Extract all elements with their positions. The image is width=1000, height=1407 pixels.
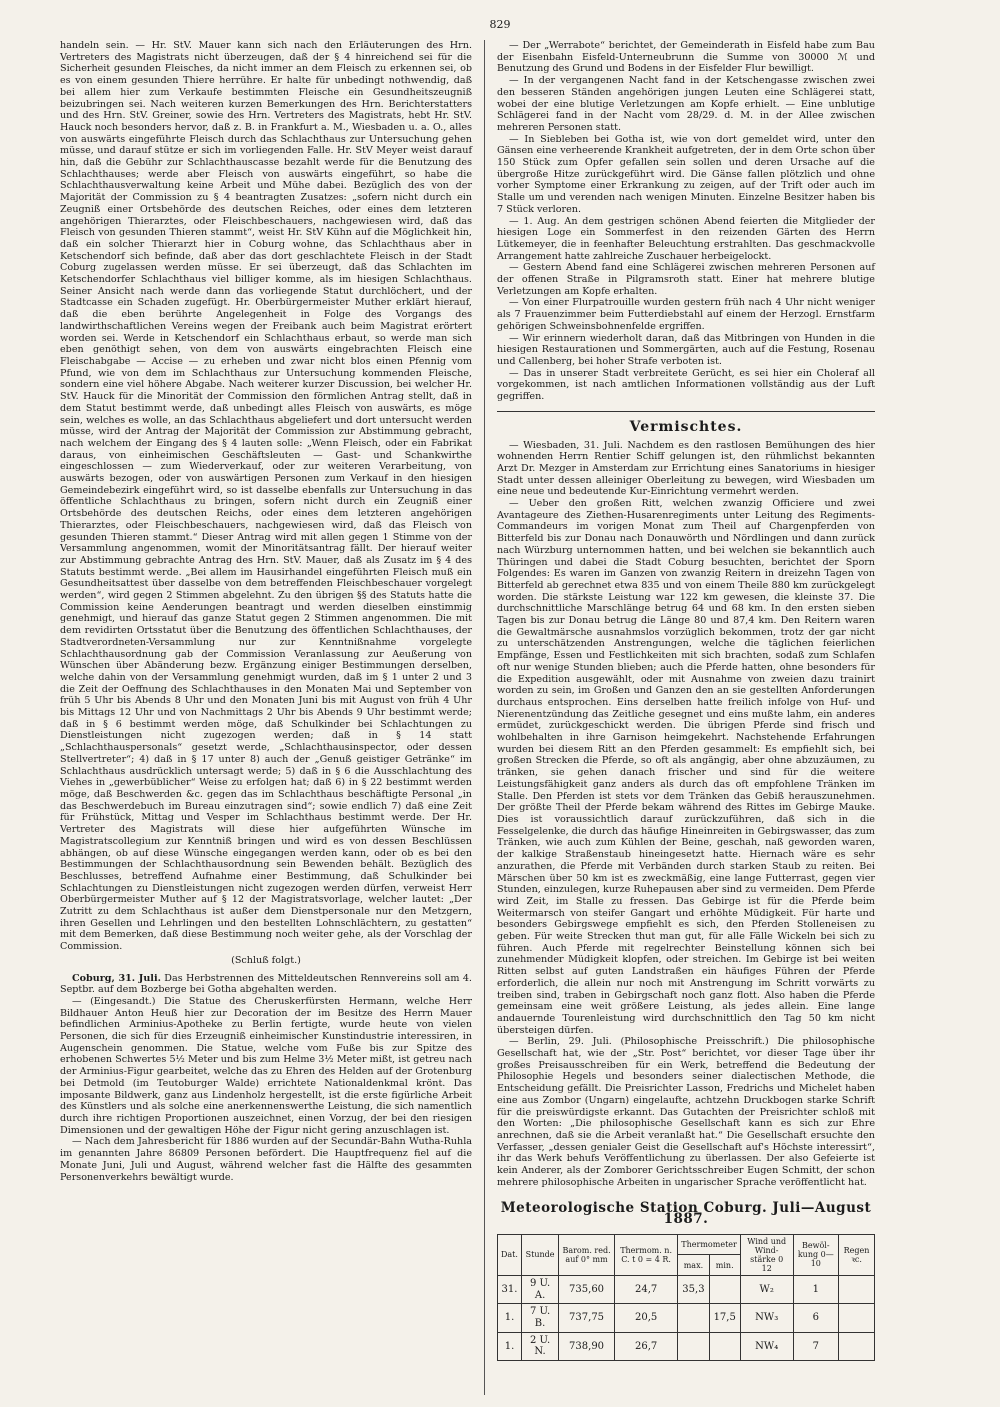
cell-dat: 1.: [498, 1332, 522, 1360]
header-max: max.: [678, 1255, 709, 1276]
cell-barom: 737,75: [559, 1304, 615, 1332]
cell-stunde: 2 U. N.: [521, 1332, 558, 1360]
page-number: 829: [489, 18, 511, 31]
cell-barom: 738,90: [559, 1332, 615, 1360]
cell-stunde: 9 U. A.: [521, 1275, 558, 1303]
cell-min: 17,5: [709, 1304, 740, 1332]
header-regen: Regen ꝛc.: [839, 1234, 875, 1275]
cell-therm: 20,5: [614, 1304, 677, 1332]
table-row: [498, 1275, 875, 1303]
news-item: — In Siebleben bei Gotha ist, wie von dort gemeldet wird, unter den Gänsen eine verheerende Krankheit aufgetreten, der in dem Orte schon über 150 Stück zum Opfer gefallen sein sollen und deren Ursache auf die übergroße Hitze zurückgeführt wird. Die Gänse fallen plötzlich und ohne vorher Symptome einer Erkrankung zu zeigen, auf der Trift oder auch im Stalle um und verenden nach wenigen Minuten. Einzelne Besitzer haben bis 7 Stück verloren.: [497, 133, 875, 215]
header-stunde: Stunde: [521, 1234, 558, 1275]
cell-regen: [839, 1275, 875, 1303]
news-item: — Gestern Abend fand eine Schlägerei zwischen mehreren Personen auf der offenen Straße in Pilgramsroth statt. Einer hat mehrere blutige Verletzungen am Kopfe erhalten.: [497, 262, 875, 297]
section-rule: [497, 411, 875, 412]
news-item: — Das in unserer Stadt verbreitete Gerücht, es sei hier ein Choleraf all vorgekommen, ist nach amtlichen Informationen vollständig aus der Luft gegriffen.: [497, 367, 875, 403]
news-item: — Wir erinnern wiederholt daran, daß das Mitbringen von Hunden in die hiesigen Restaurationen und Sommergärten, auch auf die Festung, Rosenau und Callenberg, bei hoher Strafe verboten ist.: [497, 332, 875, 367]
continuation-note: (Schluß folgt.): [231, 954, 301, 966]
cell-max: [678, 1332, 709, 1360]
header-bewoelkung: Bewöl-kung 0—10: [793, 1234, 838, 1275]
cell-regen: [839, 1332, 875, 1360]
coburg-dateline: Coburg, 31. Juli.: [72, 972, 161, 984]
news-item: — 1. Aug. An dem gestrigen schönen Abend feierten die Mitglieder der hiesigen Loge ein Sommerfest in den reizenden Gärten des Herrn Lütkemeyer, die in feenhafter Beleuchtung erstrahlten. Das geschmackvolle Arrangement hatte zahlreiche Zuschauer herbeigelockt.: [497, 215, 875, 262]
weather-title: Meteorologische Station Coburg. Juli—August 1887.: [500, 1199, 872, 1228]
column-divider: [484, 40, 485, 1395]
header-thermom: Thermom. n. C. t 0 = 4 R.: [614, 1234, 677, 1275]
council-report: handeln sein. — Hr. StV. Mauer kann sich nach den Erläuterungen des Hrn. Vertreters des Magistrats nicht überzeugen, daß der § 4 hinreichend sei für die Sicherheit gesunden Fleisches, da nicht immer an dem Fleisch zu erkennen sei, ob es von einem gesunden Thiere herrühre. Er halte für unbedingt nothwendig, daß bei allem hier zum Verkaufe bestimmten Fleische ein Gesundheitszeugniß beizubringen sei. Nach weiteren kurzen Bemerkungen des Hrn. Berichterstatters und des Hrn. StV. Greiner, sowie des Hrn. Vertreters des Magistrats, hebt Hr. StV. Hauck noch besonders hervor, daß z. B. in Frankfurt a. M., Wiesbaden u. a. O., alles von auswärts eingeführte Fleisch durch das Schlachthaus zur Untersuchung gehen müsse, und darauf stütze er sich im vorliegenden Falle. Hr. StV Meyer weist darauf hin, daß die Gebühr zur Schlachthauscasse bezahlt werde für die Benutzung des Schlachthauses; werde aber Fleisch von auswärts eingeführt, so habe die Schlachthausverwaltung keine Arbeit und Mühe dabei. Bezüglich des von der Majorität der Commission zu § 4 beantragten Zusatzes: „sofern nicht durch ein Zeugniß einer Ortsbehörde des deutschen Reiches, oder eines dem letzteren angehörigen Thierarztes, oder Fleischbeschauers, nachgewiesen wird, daß das Fleisch von gesunden Thieren stammt“, weist Hr. StV Kühn auf die Möglichkeit hin, daß ein solcher Thierarzt hier in Coburg wohne, das Schlachthaus aber in Ketschendorf sich befinde, daß aber das dort geschlachtete Fleisch in der Stadt Coburg zugelassen werden müsse. Er sei überzeugt, daß das Schlachten im Ketschendorfer Schlachthaus viel billiger komme, als im hiesigen Schlachthaus. Seiner Ansicht nach werde dann das vorliegende Statut durchlöchert, und der Stadtcasse ein Schaden zugefügt. Hr. Oberbürgermeister Muther erklärt hierauf, daß die eben berührte Angelegenheit in Folge des Vorgangs des landwirthschaftlichen Vereins wegen der Freibank auch beim Magistrat erörtert worden sei. Werde in Ketschendorf ein Schlachthaus erbaut, so werde man sich eben genöthigt sehen, von dem von auswärts eingebrachten Fleisch eine Fleischabgabe — Accise — zu erheben und zwar nicht blos einen Pfennig vom Pfund, wie von dem im Schlachthaus zur Untersuchung kommenden Fleische, sondern eine viel höhere Abgabe. Nach weiterer kurzer Discussion, bei welcher Hr. StV. Hauck für die Minorität der Commission den förmlichen Antrag stellt, daß in dem Statut bestimmt werde, daß unbedingt alles Fleisch von auswärts, es möge sein, welches es wolle, an das Schlachthaus abgeliefert und dort untersucht werden müsse, wird der Antrag der Majorität der Commission zur Abstimmung gebracht, nach welchem der Eingang des § 4 lauten solle: „Wenn Fleisch, oder ein Fabrikat daraus, von einheimischen Geschäftsleuten — Gast- und Schankwirthe eingeschlossen — zum Wiederverkauf, oder zur weiteren Verarbeitung, von auswärts bezogen, oder von auswärtigen Personen zum Verkauf in den hiesigen Gemeindebezirk eingeführt wird, so ist dasselbe ebenfalls zur Untersuchung in das öffentliche Schlachthaus zu bringen, sofern nicht durch ein Zeugniß einer Ortsbehörde des deutschen Reichs, oder eines dem letzteren angehörigen Thierarztes, oder Fleischbeschauers, nachgewiesen wird, daß das Fleisch von gesunden Thieren stammt.“ Dieser Antrag wird mit allen gegen 1 Stimme von der Versammlung angenommen, womit der Minoritätsantrag fällt. Der hierauf weiter zur Abstimmung gebrachte Antrag des Hrn. StV. Mauer, daß als Zusatz im § 4 des Statuts bestimmt werde. „Bei allem im Hausirhandel eingeführten Fleisch muß ein Gesundheitsattest über dasselbe von dem betreffenden Fleischbeschauer vorgelegt werden“, wird gegen 2 Stimmen abgelehnt. Zu den übrigen §§ des Statuts hatte die Commission keine Aenderungen beantragt und werden dieselben einstimmig genehmigt, und hierauf das ganze Statut gegen 2 Stimmen angenommen. Die mit dem revidirten Ortsstatut über die Benutzung des öffentlichen Schlachthauses, der Stadtverordneten-Versammlung nur zur Kenntnißnahme vorgelegte Schlachthausordnung gab der Commission Veranlassung zur Aeußerung von Wünschen über Abänderung bezw. Ergänzung einiger Bestimmungen derselben, welche dahin von der Versammlung genehmigt wurden, daß im § 1 unter 2 und 3 die Zeit der Oeffnung des Schlachthauses in den Monaten Mai und September von früh 5 Uhr bis Abends 8 Uhr und den Monaten Juni bis mit August von früh 4 Uhr bis Mittags 12 Uhr und von Nachmittags 2 Uhr bis Abends 9 Uhr bestimmt werde; daß in § 6 bestimmt werden möge, daß Schulkinder bei Schlachtungen zu Dienstleistungen nicht zugezogen werden; daß in § 14 statt „Schlachthauspersonals“ gesetzt werde, „Schlachthausinspector, oder dessen Stellvertreter“; 4) daß in § 17 unter 8) auch der „Genuß geistiger Getränke“ im Schlachthaus ausdrücklich untersagt werde; 5) daß in § 6 die Ausschlachtung des Viehes in „gewerbüblicher“ Weise zu erfolgen hat; daß 6) in § 22 bestimmt werden möge, daß Beschwerden &c. gegen das im Schlachthaus beschäftigte Personal „in das Beschwerdebuch im Bureau einzutragen sind“; sowie endlich 7) daß eine Zeit für Frühstück, Mittag und Vesper im Schlachthaus bestimmt werde. Der Hr. Vertreter des Magistrats will diese hier aufgeführten Wünsche im Magistratscollegium zur Kenntniß bringen und wird es von dessen Beschlüssen abhängen, ob auf diese Wünsche eingegangen werden kann, oder ob es bei den Bestimmungen der Schlachthausordnung sein Bewenden behält. Bezüglich des Beschlusses, betreffend Aufnahme einer Bestimmung, daß Schulkinder bei Schlachtungen zu Dienstleistungen nicht zugezogen werden dürfen, verweist Herr Oberbürgermeister Muther auf § 12 der Magistratsvorlage, welcher lautet: „Der Zutritt zu dem Schlachthaus ist außer dem Dienstpersonale nur den Metzgern, ihren Gesellen und Lehrlingen und den bestellten Lohnschlächtern, zu gestatten“ mit dem Bemerken, daß diese Bestimmung noch weiter gehe, als der Vorschlag der Commission.: [60, 40, 472, 953]
cell-regen: [839, 1304, 875, 1332]
cell-dat: 1.: [498, 1304, 522, 1332]
right-column: [497, 40, 875, 1361]
cell-therm: 24,7: [614, 1275, 677, 1303]
header-thermometer: Thermometer: [678, 1234, 741, 1255]
coburg-item: [60, 973, 472, 996]
cell-wind: W₂: [740, 1275, 793, 1303]
cell-therm: 26,7: [614, 1332, 677, 1360]
left-column: [60, 40, 472, 1183]
cell-bew: 1: [793, 1275, 838, 1303]
weather-header-row: [498, 1234, 875, 1255]
cell-stunde: 7 U. B.: [521, 1304, 558, 1332]
header-dat: Dat.: [498, 1234, 522, 1275]
cell-max: 35,3: [678, 1275, 709, 1303]
news-item: — In der vergangenen Nacht fand in der Ketschengasse zwischen zwei den besseren Ständen angehörigen jungen Leuten eine Schlägerei statt, wobei der eine blutige Verletzungen am Kopfe erhielt. — Eine unblutige Schlägerei fand in der Nacht vom 28/29. d. M. in der Allee zwischen mehreren Personen statt.: [497, 75, 875, 133]
wiesbaden-item: — Wiesbaden, 31. Juli. Nachdem es den rastlosen Bemühungen des hier wohnenden Herrn Rentier Schiff gelungen ist, den rühmlichst bekannten Arzt Dr. Mezger in Amsterdam zur Errichtung eines Sanatoriums in hiesiger Stadt unter dessen alleiniger Oberleitung zu bewegen, wird Wiesbaden um eine neue und bedeutende Kur-Einrichtung vermehrt werden.: [497, 439, 875, 498]
cell-barom: 735,60: [559, 1275, 615, 1303]
header-wind: Wind und Wind-stärke 0 12: [740, 1234, 793, 1275]
cell-bew: 7: [793, 1332, 838, 1360]
coburg-rennen: Das Herbstrennen des Mitteldeutschen Rennvereins soll am 4. Septbr. auf dem Bozberge bei Gotha abgehalten werden.: [60, 972, 472, 996]
header-min: min.: [709, 1255, 740, 1276]
hermann-statue: — (Eingesandt.) Die Statue des Cheruskerfürsten Hermann, welche Herr Bildhauer Anton Heuß hier zur Decoration der im Besitze des Herrn Mauer befindlichen Arminius-Apotheke zu Berlin fertigte, wurde heute von vielen Personen, die sich für dies Erzeugniß einheimischer Kunstindustrie interessiren, in Augenschein genommen. Die Statue, welche vom Fuße bis zur Spitze des erhobenen Schwertes 5½ Meter und bis zum Helme 3½ Meter mißt, ist getreu nach der Arminius-Figur gearbeitet, welche das zu Ehren des Helden auf der Grotenburg bei Detmold (im Teutoburger Walde) errichtete Nationaldenkmal krönt. Das imposante Bildwerk, ganz aus Lindenholz hergestellt, ist die erste figürliche Arbeit des Künstlers und als solche eine anerkennenswerthe Leistung, die sich namentlich durch ihre richtigen Proportionen auszeichnet, einen Vorzug, der bei den riesigen Dimensionen und der gewaltigen Höhe der Figur nicht gering anzuschlagen ist.: [60, 995, 472, 1136]
cell-wind: NW₄: [740, 1332, 793, 1360]
news-item: — Von einer Flurpatrouille wurden gestern früh nach 4 Uhr nicht weniger als 7 Frauenzimmer beim Futterdiebstahl auf einem der Herzogl. Ernstfarm gehörigen Schweinsbohnenfelde ergriffen.: [497, 297, 875, 332]
ritt-report: — Ueber den großen Ritt, welchen zwanzig Officiere und zwei Avantageure des Ziethen-Husarenregiments unter Leitung des Regiments-Commandeurs im vorigen Monat zum Theil auf Chargenpferden von Bitterfeld bis zur Donau nach Donauwörth und Nördlingen und dann zurück nach Würzburg unternommen hatten, und bei welchen sie bekanntlich auch Thüringen und dabei die Stadt Coburg besuchten, berichtet der Sporn Folgendes: Es waren im Ganzen von zwanzig Reitern in dreizehn Tagen von Bitterfeld ab gerechnet etwa 835 und von einem Theile 880 km zurückgelegt worden. Die stärkste Leistung war 122 km gewesen, die kleinste 37. Die durchschnittliche Marschlänge betrug 64 und 68 km. In den ersten sieben Tagen bis zur Donau betrug die Länge 80 und 87,4 km. Den Reitern waren die Gewaltmärsche ausnahmslos vorzüglich bekommen, trotz der gar nicht zu unterschätzenden Anstrengungen, welche die täglichen feierlichen Empfänge, Essen und Festlichkeiten mit sich brachten, sodaß zum Schlafen oft nur wenige Stunden blieben; auch die Pferde hatten, ohne besonders für die Expedition ausgewählt, oder mit Ausnahme von zweien dazu trainirt worden zu sein, im Großen und Ganzen den an sie gestellten Anforderungen durchaus entsprochen. Eins derselben hatte freilich infolge von Huf- und Nierenentzündung das Zeitliche gesegnet und eins mußte lahm, ein anderes ermüdet, zurückgeschickt werden. Die übrigen Pferde sind frisch und wohlbehalten in ihre Garnison heimgekehrt. Nachstehende Erfahrungen wurden bei diesem Ritt an den Pferden gesammelt: Es empfiehlt sich, bei großen Strecken die Pferde, so oft als angängig, aber ohne abzuzäumen, zu tränken, sie gehen danach frischer und sind für die weitere Leistungsfähigkeit ganz anders als durch das oft empfohlene Tränken im Stalle. Den Pferden ist stets vor dem Tränken das Gebiß herauszunehmen. Der größte Theil der Pferde bekam während des Rittes im Gebirge Mauke. Dies ist voraussichtlich darauf zurückzuführen, daß sich in die Fesselgelenke, die durch das häufige Hineinreiten in Gebirgswasser, das zum Tränken, wie auch zum Kühlen der Beine, geschah, naß geworden waren, der kalkige Straßenstaub hineingesetzt hatte. Hiernach wäre es sehr anzurathen, die Pferde mit Verbänden durch starken Staub zu reiten. Bei Märschen über 50 km ist es zweckmäßig, eine lange Futterrast, gegen vier Stunden, einzulegen, kurze Ruhepausen aber sind zu vermeiden. Dem Pferde wird Zeit, im Stalle zu fressen. Das Gebirge ist für die Pferde beim Weitermarsch von steifer Gangart und erhöhte Müdigkeit. Für harte und besonders Gebirgswege empfiehlt es sich, den Pferden Stolleneisen zu geben. Für weite Strecken thut man gut, für alle Fälle Wickeln bei sich zu führen. Auch Pferde mit regelrechter Beinstellung können sich bei zunehmender Müdigkeit klopfen, oder streichen. Im Gebirge ist bei weiten Ritten selbst auf guten Landstraßen ein häufiges Führen der Pferde erforderlich, die allein nur noch mit Anstrengung im Schritt vorwärts zu treiben sind, traben in Gebirgschaft noch ganz flott. Also haben die Pferde gemeinsam eine weit größere Leistung, als jedes allein. Eine lange andauernde Tourenleistung wird durchschnittlich den Tag 50 km nicht übersteigen dürfen.: [497, 498, 875, 1036]
cell-bew: 6: [793, 1304, 838, 1332]
table-row: [498, 1304, 875, 1332]
weather-table: [497, 1234, 875, 1361]
railway-report: — Nach dem Jahresbericht für 1886 wurden auf der Secundär-Bahn Wutha-Ruhla im genannten Jahre 86809 Personen befördert. Die Hauptfrequenz fiel auf die Monate Juni, Juli und August, während welcher fast die Hälfte des gesammten Personenverkehrs bewältigt wurde.: [60, 1136, 472, 1183]
section-heading: Vermischtes.: [629, 418, 743, 435]
berlin-item: — Berlin, 29. Juli. (Philosophische Preisschrift.) Die philosophische Gesellschaft hat, wie der „Str. Post“ berichtet, vor dieser Tage über ihr großes Preisausschreiben für ein Werk, betreffend die Bedeutung der Philosophie Hegels und besonders seiner dialectischen Methode, die Entscheidung gefällt. Die Preisrichter Lasson, Fredrichs und Michelet haben eine aus Zombor (Ungarn) eingelaufte, achtzehn Druckbogen starke Schrift für die preiswürdigste erkannt. Das Gutachten der Preisrichter schloß mit den Worten: „Die philosophische Gesellschaft kann es sich zur Ehre anrechnen, daß sie die Arbeit veranlaßt hat.“ Die Gesellschaft ersuchte den Verfasser, „dessen genialer Geist die Gesellschaft auf's Höchste interessirt“, ihr das Werk behufs Veröffentlichung zu überlassen. Der also Gefeierte ist kein Anderer, als der Zomborer Gerichtsschreiber Eugen Schmitt, der schon mehrere philosophische Arbeiten in ungarischer Sprache veröffentlicht hat.: [497, 1036, 875, 1188]
news-item: — Der „Werrabote“ berichtet, der Gemeinderath in Eisfeld habe zum Bau der Eisenbahn Eisfeld-Unterneubrunn die Summe von 30000 ℳ und Benutzung des Grund und Bodens in der Eisfelder Flur bewilligt.: [497, 40, 875, 75]
cell-max: [678, 1304, 709, 1332]
cell-dat: 31.: [498, 1275, 522, 1303]
cell-wind: NW₃: [740, 1304, 793, 1332]
table-row: [498, 1332, 875, 1360]
header-barom: Barom. red. auf 0° mm: [559, 1234, 615, 1275]
cell-min: [709, 1275, 740, 1303]
cell-min: [709, 1332, 740, 1360]
